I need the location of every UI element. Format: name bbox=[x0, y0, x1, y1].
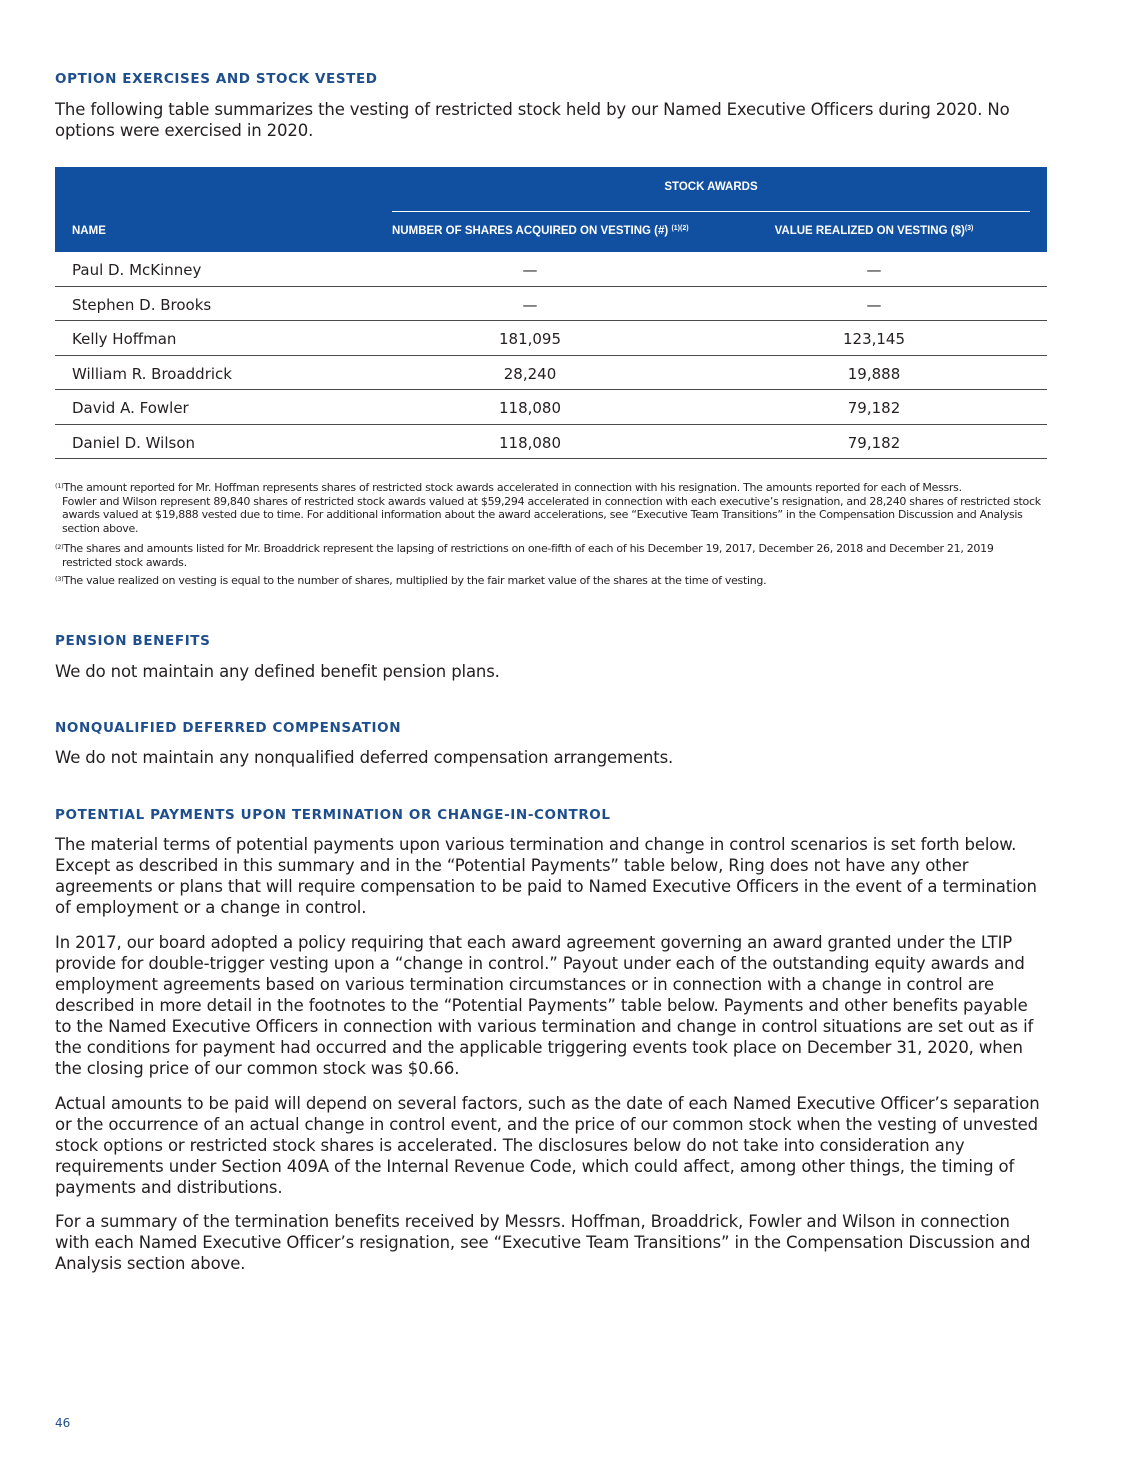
header-shares-acquired: NUMBER OF SHARES ACQUIRED ON VESTING (#) $^{(1)(2)}$ bbox=[392, 225, 689, 237]
footnote-1: $^{(1)}$The amount reported for Mr. Hoffman represents shares of restricted stock awards accelerated in connection with his resignation. The amounts reported for each of Messrs. Fowler and Wilson represent 89,840 shares of restricted stock awards valued at $59,294 accelerated in connection with each executive’s resignation, and 28,240 shares of restricted stock awards valued at $19,888 vested due to time. For additional information about the award accelerations, see “Executive Team Transitions” in the Compensation Discussion and Analysis section above. bbox=[55, 481, 1041, 535]
cell-shares: 118,080 bbox=[498, 399, 562, 417]
cell-shares: — bbox=[522, 295, 538, 314]
potential-payments-paragraph: Actual amounts to be paid will depend on several factors, such as the date of each Named Executive Officer’s separation or the occurrence of an actual change in control event, and the price of our common stock when the vesting of unvested stock options or restricted stock shares is accelerated. The disclosures below do not take into consideration any requirements under Section 409A of the Internal Revenue Code, which could affect, among other things, the timing of payments and distributions. bbox=[55, 1094, 1040, 1197]
cell-value: 123,145 bbox=[842, 330, 906, 348]
table-row bbox=[55, 252, 1047, 287]
cell-value: 79,182 bbox=[847, 399, 901, 417]
cell-shares: 181,095 bbox=[498, 330, 562, 348]
cell-shares: — bbox=[522, 261, 538, 279]
potential-payments-paragraph: In 2017, our board adopted a policy requiring that each award agreement governing an award granted under the LTIP provide for double-trigger vesting upon a “change in control.” Payout under each of the outstanding equity awards and employment agreements based on various termination circumstances or in connection with a change in control are described in more detail in the footnotes to the “Potential Payments” table below. Payments and other benefits payable to the Named Executive Officers in connection with various termination and change in control situations are set out as if the conditions for payment had occurred and the applicable triggering events took place on December 31, 2020, when the closing price of our common stock was $0.66. bbox=[55, 933, 1034, 1078]
cell-name: William R. Broaddrick bbox=[72, 364, 232, 383]
cell-value: 79,182 bbox=[847, 433, 901, 452]
cell-name: Stephen D. Brooks bbox=[72, 295, 212, 314]
header-name: NAME bbox=[72, 225, 106, 237]
cell-name: Paul D. McKinney bbox=[72, 261, 202, 279]
section-heading-potential-payments: POTENTIAL PAYMENTS UPON TERMINATION OR CHANGE-IN-CONTROL bbox=[55, 807, 611, 823]
pension-text: We do not maintain any defined benefit pension plans. bbox=[55, 662, 500, 681]
option-exercises-intro: The following table summarizes the vesting of restricted stock held by our Named Executive Officers during 2020. No options were exercised in 2020. bbox=[55, 100, 1010, 140]
table-row bbox=[55, 321, 1047, 356]
cell-name: Daniel D. Wilson bbox=[72, 433, 196, 452]
footnote-2: $^{(2)}$The shares and amounts listed for Mr. Broaddrick represent the lapsing of restrictions on one-fifth of each of his December 19, 2017, December 26, 2018 and December 21, 2019 restricted stock awards. bbox=[55, 542, 994, 569]
table-row bbox=[55, 356, 1047, 391]
header-value-realized: VALUE REALIZED ON VESTING ($)$^{(3)}$ bbox=[774, 225, 974, 237]
cell-value: 19,888 bbox=[847, 364, 901, 383]
header-stock-awards: STOCK AWARDS bbox=[664, 181, 758, 193]
section-heading-pension: PENSION BENEFITS bbox=[55, 633, 211, 649]
header-divider bbox=[392, 211, 1030, 212]
footnote-marker: (3) bbox=[55, 575, 64, 583]
cell-name: Kelly Hoffman bbox=[72, 330, 177, 348]
cell-shares: 118,080 bbox=[498, 433, 562, 452]
table-row bbox=[55, 287, 1047, 322]
stock-vested-table bbox=[55, 167, 1047, 459]
table-header bbox=[55, 167, 1047, 252]
cell-name: David A. Fowler bbox=[72, 399, 189, 417]
section-heading-option-exercises: OPTION EXERCISES AND STOCK VESTED bbox=[55, 71, 378, 87]
table-row bbox=[55, 390, 1047, 425]
header-value-note: (3) bbox=[964, 225, 974, 232]
cell-value: — bbox=[866, 295, 882, 314]
section-heading-nonqualified: NONQUALIFIED DEFERRED COMPENSATION bbox=[55, 720, 402, 736]
cell-value: — bbox=[866, 261, 882, 279]
footnote-marker: (1) bbox=[55, 482, 64, 490]
page-number: 46 bbox=[55, 1416, 71, 1430]
table-row bbox=[55, 425, 1047, 460]
footnote-marker: (2) bbox=[55, 543, 64, 551]
potential-payments-paragraph: For a summary of the termination benefits received by Messrs. Hoffman, Broaddrick, Fowler and Wilson in connection with each Named Executive Officer’s resignation, see “Executive Team Transitions” in the Compensation Discussion and Analysis section above. bbox=[55, 1212, 1031, 1273]
nonqualified-text: We do not maintain any nonqualified deferred compensation arrangements. bbox=[55, 748, 674, 767]
footnote-3: $^{(3)}$The value realized on vesting is equal to the number of shares, multiplied by the fair market value of the shares at the time of vesting. bbox=[55, 574, 767, 587]
potential-payments-paragraph: The material terms of potential payments upon various termination and change in control scenarios is set forth below. Except as described in this summary and in the “Potential Payments” table below, Ring does not have any other agreements or plans that will require compensation to be paid to Named Executive Officers in the event of a termination of employment or a change in control. bbox=[55, 835, 1037, 917]
header-shares-note: (1)(2) bbox=[671, 225, 689, 232]
cell-shares: 28,240 bbox=[503, 364, 557, 383]
